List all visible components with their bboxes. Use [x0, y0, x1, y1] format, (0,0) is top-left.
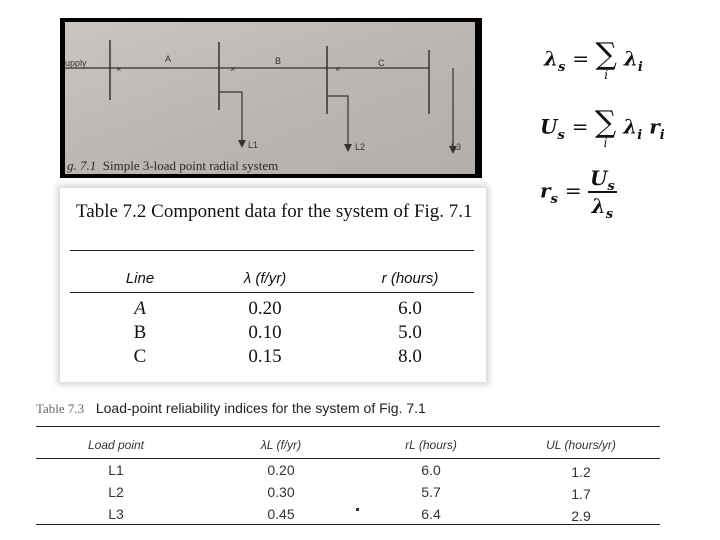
formula-u-s: $U_s$ = ∑ i $\lambda_i$ $r_i$	[540, 105, 665, 150]
table-cell: C	[133, 346, 147, 367]
table-cell: 6.0	[421, 462, 441, 478]
load-l2-label: L2	[355, 142, 366, 152]
figure-photo	[60, 18, 482, 178]
table-rule	[36, 524, 660, 525]
table-cell: 1.2	[571, 464, 591, 480]
table-cell: 8.0	[398, 346, 422, 367]
breaker-2: ×	[230, 64, 236, 74]
supply-label: upply	[65, 58, 87, 68]
table-7-2	[60, 188, 486, 382]
breaker-1: ×	[116, 64, 122, 74]
header-u-l: UL (hours/yr)	[546, 438, 616, 452]
formula-1-lhs: λ	[544, 46, 559, 71]
header-r-l: rL (hours)	[405, 438, 457, 452]
figure-caption	[67, 158, 278, 174]
formula-1-term: λ	[623, 46, 638, 71]
table-7-3-title	[36, 400, 426, 417]
sum-symbol: ∑ i	[594, 105, 617, 150]
formula-1-lhs-sub: s	[558, 59, 566, 75]
table-cell: 0.10	[248, 322, 282, 343]
load-l1-label: L1	[248, 140, 259, 150]
table-cell: 0.45	[267, 506, 295, 522]
table-cell: 0.30	[267, 484, 295, 500]
header-lambda: λ (f/yr)	[243, 270, 287, 287]
stray-dot	[356, 508, 359, 511]
figure-caption-number: g. 7.1	[67, 158, 97, 173]
table-7-3-number: Table 7.3	[36, 401, 85, 416]
table-rule	[70, 292, 474, 293]
formula-lambda-s: $\lambda_s$ = ∑ i $\lambda_i$	[544, 37, 643, 82]
formula-2-lhs: U	[540, 114, 558, 139]
fraction: $\frac{U_s}{\lambda_s}$	[589, 166, 615, 222]
formula-r-s: $r_s$ = $\frac{U_s}{\lambda_s}$	[540, 166, 615, 222]
formula-3-lhs: r	[540, 178, 551, 203]
table-rule	[36, 458, 660, 459]
header-r: r (hours)	[381, 270, 439, 287]
table-cell: 6.4	[421, 506, 441, 522]
breaker-3: ×	[335, 64, 341, 74]
table-7-2-title: Table 7.2 Component data for the system of Fig. 7.1	[76, 201, 473, 222]
table-cell: 5.0	[398, 322, 422, 343]
header-load-point: Load point	[87, 438, 145, 452]
table-cell: 6.0	[398, 298, 422, 319]
table-cell: 1.7	[571, 486, 591, 502]
section-b-label: B	[275, 56, 282, 66]
radial-system-svg	[65, 22, 475, 174]
radial-system-diagram	[65, 22, 475, 174]
table-cell: A	[134, 298, 146, 319]
table-cell: 0.15	[248, 346, 282, 367]
table-cell: 2.9	[571, 508, 591, 524]
table-cell: B	[133, 322, 147, 343]
section-c-label: C	[378, 58, 385, 68]
table-cell: 0.20	[248, 298, 282, 319]
sum-symbol: ∑ i	[595, 37, 617, 82]
header-line: Line	[125, 270, 155, 287]
table-rule	[70, 250, 474, 251]
table-cell: 0.20	[267, 462, 295, 478]
section-a-label: A	[165, 54, 172, 64]
table-cell: 5.7	[421, 484, 441, 500]
table-cell: L3	[108, 506, 124, 522]
figure-caption-text: Simple 3-load point radial system	[102, 158, 279, 173]
table-cell: L2	[108, 484, 124, 500]
table-7-3	[36, 396, 660, 532]
table-rule	[36, 426, 660, 427]
load-l3-label: L3	[451, 142, 462, 152]
table-cell: L1	[108, 462, 124, 478]
header-lambda-l: λL (f/yr)	[260, 438, 302, 452]
table-7-3-title-text: Load-point reliability indices for the system of Fig. 7.1	[95, 400, 426, 416]
